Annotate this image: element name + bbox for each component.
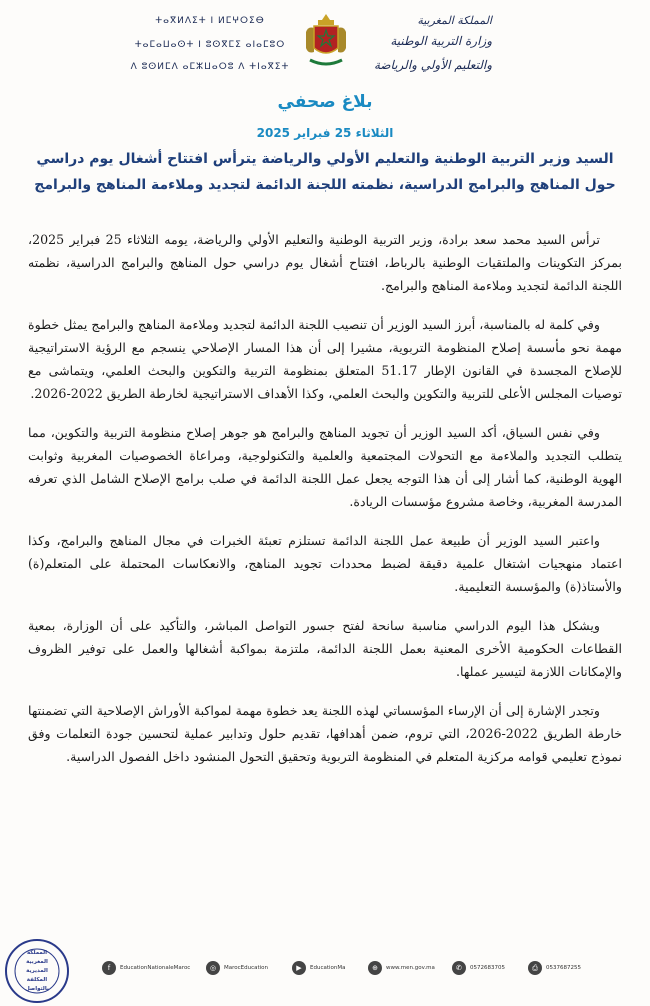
release-date: الثلاثاء 25 فبراير 2025: [256, 126, 394, 140]
seal-line: المكلفة: [26, 977, 48, 983]
seal-line: المديرية: [26, 968, 48, 974]
website-link[interactable]: [368, 960, 435, 976]
youtube-link[interactable]: [292, 960, 346, 976]
seal-line: المملكة المغربية: [26, 950, 48, 965]
paragraph: وفي نفس السياق، أكد السيد الوزير أن تجويد المناهج والبرامج هو جوهر إصلاح منظومة التربية والتكوين، مما يتطلب التجديد والملاءمة مع التحولات المجتمعية والعلمية والتكنولوجية، ومراعاة الخصوصيات المغربية وثوابت الهوية الوطنية، كما أشار إلى أن هذا التوجه يجعل عمل اللجنة الدائمة في صلب برامج الإصلاح الشامل الذي تعرفه المدرسة المغربية، وخاصة مشروع مؤسسات الريادة.: [28, 425, 622, 509]
kingdom-name: المملكة المغربية: [417, 14, 492, 27]
phone-number: 0572683705: [470, 965, 505, 971]
youtube-icon: ▶: [292, 961, 306, 975]
fax-contact[interactable]: [528, 960, 581, 976]
paragraph: وتجدر الإشارة إلى أن الإرساء المؤسساتي لهذه اللجنة يعد خطوة مهمة لمواكبة الأوراش الإصلاحية التي تضمنتها خارطة الطريق 2022-2026، التي تروم، ضمن أهدافها، تقديم حلول وتدابير عملية لتحسين جودة التعلمات وفق نموذج تعليمي قوامه مركزية المتعلم في المنظومة التربوية وتحقيق التحول المنشود داخل الفصول الدراسية.: [28, 703, 623, 764]
paragraph: وفي كلمة له بالمناسبة، أبرز السيد الوزير أن تنصيب اللجنة الدائمة لتجديد وملاءمة المناهج والبرامج يمثل خطوة مهمة نحو مأسسة إصلاح المنظومة التربوية، مشيرا إلى أن هذا المسار الإصلاحي ينسجم مع الرؤية الاستراتيجية للإصلاح المجسدة في القانون الإطار 51.17 المتعلق بمنظومة التربية والتكوين والبحث العلمي، ويتماشى مع توصيات المجلس الأعلى للتربية والتكوين والبحث العلمي، وكذا الأهداف الاستراتيجية لخارطة الطريق 2022-2026.: [28, 317, 622, 401]
globe-icon: ⊕: [368, 961, 382, 975]
youtube-handle: EducationMa: [310, 965, 346, 971]
instagram-icon: ◎: [206, 961, 220, 975]
phone-icon: ✆: [452, 961, 466, 975]
website-url: www.men.gov.ma: [386, 965, 435, 971]
paragraph: ترأس السيد محمد سعد برادة، وزير التربية الوطنية والتعليم الأولي والرياضة، يومه الثلاثاء 25 فبراير 2025، بمركز التكوينات والملتقيات الوطنية بالرباط، افتتاح أشغال يوم دراسي حول المناهج والبرامج الدراسية، نظمته اللجنة الدائمة لتجديد وملاءمة المناهج والبرامج.: [28, 232, 622, 293]
facebook-link[interactable]: [102, 960, 190, 976]
facebook-handle: EducationNationaleMaroc: [120, 965, 191, 971]
instagram-link[interactable]: [206, 960, 268, 976]
tifinagh-line-2: ⵜⴰⵎⴰⵡⴰⵙⵜ ⵏ ⵓⵙⴳⵎⵉ ⴰⵏⴰⵎⵓⵔ: [134, 40, 286, 50]
paragraph: واعتبر السيد الوزير أن طبيعة عمل اللجنة الدائمة تستلزم تعبئة الخبرات في مجال المناهج والبرامج، وكذا اعتماد منهجيات اشتغال علمية دقيقة لضبط محددات تجويد المناهج، والانعكاسات المحتملة على المتعلم(ة) والأستاذ(ة) والمؤسسة التعليمية.: [28, 533, 622, 594]
tifinagh-line-3: ⴷ ⵓⵙⵍⵎⴷ ⴰⵎⵣⵡⴰⵔⵓ ⴷ ⵜⵏⴰⴳⵉⵜ: [130, 62, 290, 72]
instagram-handle: MarocEducation: [224, 965, 269, 971]
letterhead: [0, 0, 650, 90]
fax-number: 0537687255: [546, 965, 581, 971]
phone-contact[interactable]: [452, 960, 505, 976]
headline: السيد وزير التربية الوطنية والتعليم الأولي والرياضة يترأس افتتاح أشغال يوم دراسي حول المناهج والبرامج الدراسية، نظمته اللجنة الدائمة لتجديد وملاءمة المناهج والبرامج: [34, 151, 616, 193]
facebook-icon: f: [102, 961, 116, 975]
fax-icon: ⎙: [528, 961, 542, 975]
communication-seal: [4, 938, 70, 1004]
paragraph: ويشكل هذا اليوم الدراسي مناسبة سانحة لفتح جسور التواصل المباشر، والتأكيد على أن الوزارة، بمعية القطاعات الحكومية الأخرى المعنية بعمل اللجنة الدائمة، ملتزمة بمواكبة أشغالها والعمل على توفير الظروف والإمكانات اللازمة لتيسير عملها.: [28, 618, 622, 679]
press-release-title: بلاغ صحفي: [277, 92, 373, 112]
contact-footer: [96, 954, 590, 982]
article-body: [28, 228, 622, 768]
ministry-name-2: والتعليم الأولي والرياضة: [373, 58, 492, 72]
tifinagh-line-1: ⵜⴰⴳⵍⴷⵉⵜ ⵏ ⵍⵎⵖⵔⵉⴱ: [155, 16, 265, 26]
ministry-name-1: وزارة التربية الوطنية: [390, 34, 492, 48]
seal-line: بالتواصل: [25, 986, 49, 992]
